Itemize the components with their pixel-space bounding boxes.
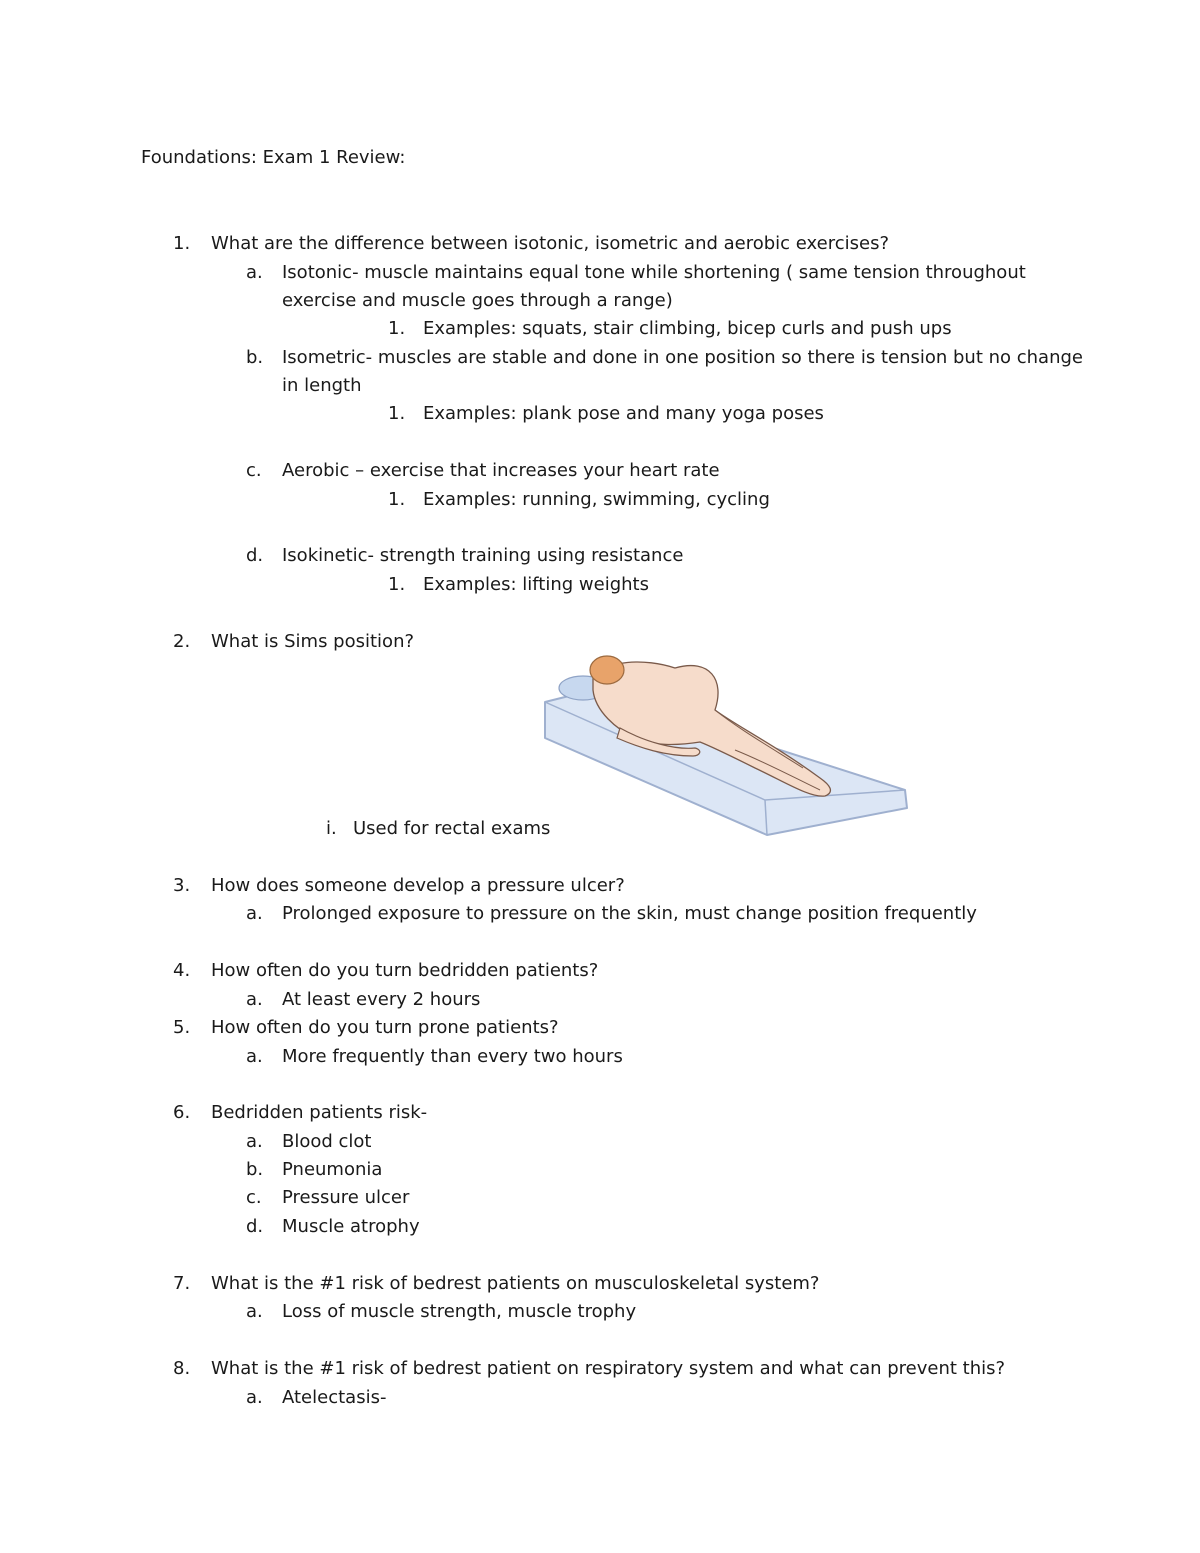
- sims-position-illustration: [535, 650, 915, 840]
- q8a-marker: a.: [246, 1387, 263, 1408]
- q1d-marker: d.: [246, 545, 264, 566]
- q1d-example-marker: 1.: [388, 574, 406, 595]
- q1a-marker: a.: [246, 262, 263, 283]
- q4-text: How often do you turn bedridden patients?: [211, 960, 599, 981]
- q6-item-marker: b.: [246, 1159, 264, 1180]
- q1b-marker: b.: [246, 347, 264, 368]
- q7a-marker: a.: [246, 1301, 263, 1322]
- q5-number: 5.: [173, 1017, 191, 1038]
- q1b-example: Examples: plank pose and many yoga poses: [423, 403, 824, 424]
- mattress-icon: [545, 690, 907, 835]
- q3a-marker: a.: [246, 903, 263, 924]
- q7a-text: Loss of muscle strength, muscle trophy: [282, 1301, 637, 1322]
- q1c-example-marker: 1.: [388, 489, 406, 510]
- q8-text: What is the #1 risk of bedrest patient on respiratory system and what can prevent this?: [211, 1358, 1006, 1379]
- q1b-line2: in length: [282, 375, 362, 396]
- q1d-example: Examples: lifting weights: [423, 574, 649, 595]
- q6-item-marker: a.: [246, 1131, 263, 1152]
- q3-number: 3.: [173, 875, 191, 896]
- q1d-line1: Isokinetic- strength training using resistance: [282, 545, 684, 566]
- q6-item: Muscle atrophy: [282, 1216, 420, 1237]
- q7-text: What is the #1 risk of bedrest patients on musculoskeletal system?: [211, 1273, 820, 1294]
- q6-item-marker: d.: [246, 1216, 264, 1237]
- q1a-example-marker: 1.: [388, 318, 406, 339]
- q1b-example-marker: 1.: [388, 403, 406, 424]
- q1-text: What are the difference between isotonic, isometric and aerobic exercises?: [211, 233, 890, 254]
- q5-text: How often do you turn prone patients?: [211, 1017, 559, 1038]
- q6-item: Pressure ulcer: [282, 1187, 410, 1208]
- q2-i-text: Used for rectal exams: [353, 818, 551, 839]
- q1a-line1: Isotonic- muscle maintains equal tone while shortening ( same tension throughout: [282, 262, 1026, 283]
- q8a-text: Atelectasis-: [282, 1387, 387, 1408]
- q1b-line1: Isometric- muscles are stable and done in one position so there is tension but no change: [282, 347, 1083, 368]
- page-title: Foundations: Exam 1 Review:: [141, 147, 406, 168]
- q6-item: Pneumonia: [282, 1159, 383, 1180]
- q8-number: 8.: [173, 1358, 191, 1379]
- q1a-line2: exercise and muscle goes through a range): [282, 290, 673, 311]
- q1a-example: Examples: squats, stair climbing, bicep curls and push ups: [423, 318, 952, 339]
- q1c-line1: Aerobic – exercise that increases your heart rate: [282, 460, 720, 481]
- q5a-marker: a.: [246, 1046, 263, 1067]
- q1-number: 1.: [173, 233, 191, 254]
- q2-i-marker: i.: [326, 818, 337, 839]
- q6-number: 6.: [173, 1102, 191, 1123]
- q5a-text: More frequently than every two hours: [282, 1046, 623, 1067]
- q3a-text: Prolonged exposure to pressure on the skin, must change position frequently: [282, 903, 977, 924]
- patient-head-icon: [590, 656, 624, 684]
- q2-number: 2.: [173, 631, 191, 652]
- q4-number: 4.: [173, 960, 191, 981]
- q4a-text: At least every 2 hours: [282, 989, 481, 1010]
- q6-text: Bedridden patients risk-: [211, 1102, 428, 1123]
- q6-item-marker: c.: [246, 1187, 262, 1208]
- q4a-marker: a.: [246, 989, 263, 1010]
- q1c-marker: c.: [246, 460, 262, 481]
- q1c-example: Examples: running, swimming, cycling: [423, 489, 770, 510]
- q2-text: What is Sims position?: [211, 631, 415, 652]
- q7-number: 7.: [173, 1273, 191, 1294]
- q3-text: How does someone develop a pressure ulcer?: [211, 875, 625, 896]
- q6-item: Blood clot: [282, 1131, 372, 1152]
